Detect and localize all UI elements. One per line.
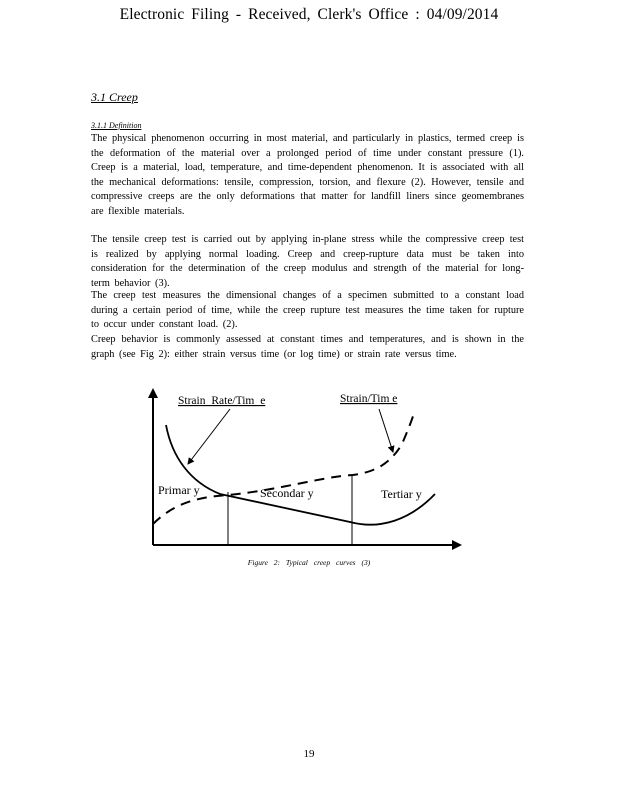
paragraph-text: The tensile creep test is carried out by applying in-plane stress while the compressive creep test is realized by applying normal loading. Creep and creep-rupture data must be taken into consideration for the determination of the creep modulus and strength of the material for long-term behavior (3). bbox=[91, 234, 524, 289]
strain-pointer bbox=[379, 409, 393, 452]
paragraph-text: The physical phenomenon occurring in most material, and particularly in plastics, termed creep is the deformation of the material over a prolonged period of time under constant pressure (1). Creep is a material, load, temperature, and time-dependent phenomenon. It is associated with all the mechanical deformations: tensile, compression, torsion, and flexure (2). However, tensile and compressive creeps are the only deformations that matter for landfill liners since geomembranes are flexible materials. bbox=[91, 133, 524, 217]
page-number: 19 bbox=[303, 748, 315, 760]
subsection-title bbox=[91, 121, 163, 130]
paragraph-definition bbox=[91, 132, 524, 220]
tertiary-label: Tertiar y bbox=[381, 487, 422, 501]
paragraph-creep-behavior bbox=[91, 333, 524, 362]
creep-curves-figure bbox=[140, 382, 470, 557]
paragraph-text: The creep test measures the dimensional changes of a specimen submitted to a constant load during a certain period of time, while the creep rupture test measures the time taken for rupture to occur under constant load. (2). bbox=[91, 290, 524, 331]
section-title-text: 3.1 Creep bbox=[91, 90, 138, 104]
section-title bbox=[91, 90, 160, 105]
filing-header: Electronic Filing - Received, Clerk's Office : 04/09/2014 bbox=[119, 6, 499, 23]
paragraph-text: Creep behavior is commonly assessed at constant times and temperatures, and is shown in the graph (see Fig 2): either strain versus time (or log time) or strain rate versus time. bbox=[91, 334, 524, 360]
strain-label: Strain/Tim e bbox=[340, 393, 398, 405]
subsection-title-text: 3.1.1 Definition bbox=[91, 121, 142, 130]
strain-rate-pointer bbox=[188, 409, 230, 464]
figure-caption: Figure 2: Typical creep curves (3) bbox=[247, 558, 371, 567]
strain-rate-label: Strain Rate/Tim e bbox=[178, 395, 266, 407]
paragraph-tensile-creep bbox=[91, 233, 524, 291]
secondary-label: Secondar y bbox=[260, 486, 314, 500]
primary-label: Primar y bbox=[158, 483, 200, 497]
paragraph-creep-test bbox=[91, 289, 524, 333]
